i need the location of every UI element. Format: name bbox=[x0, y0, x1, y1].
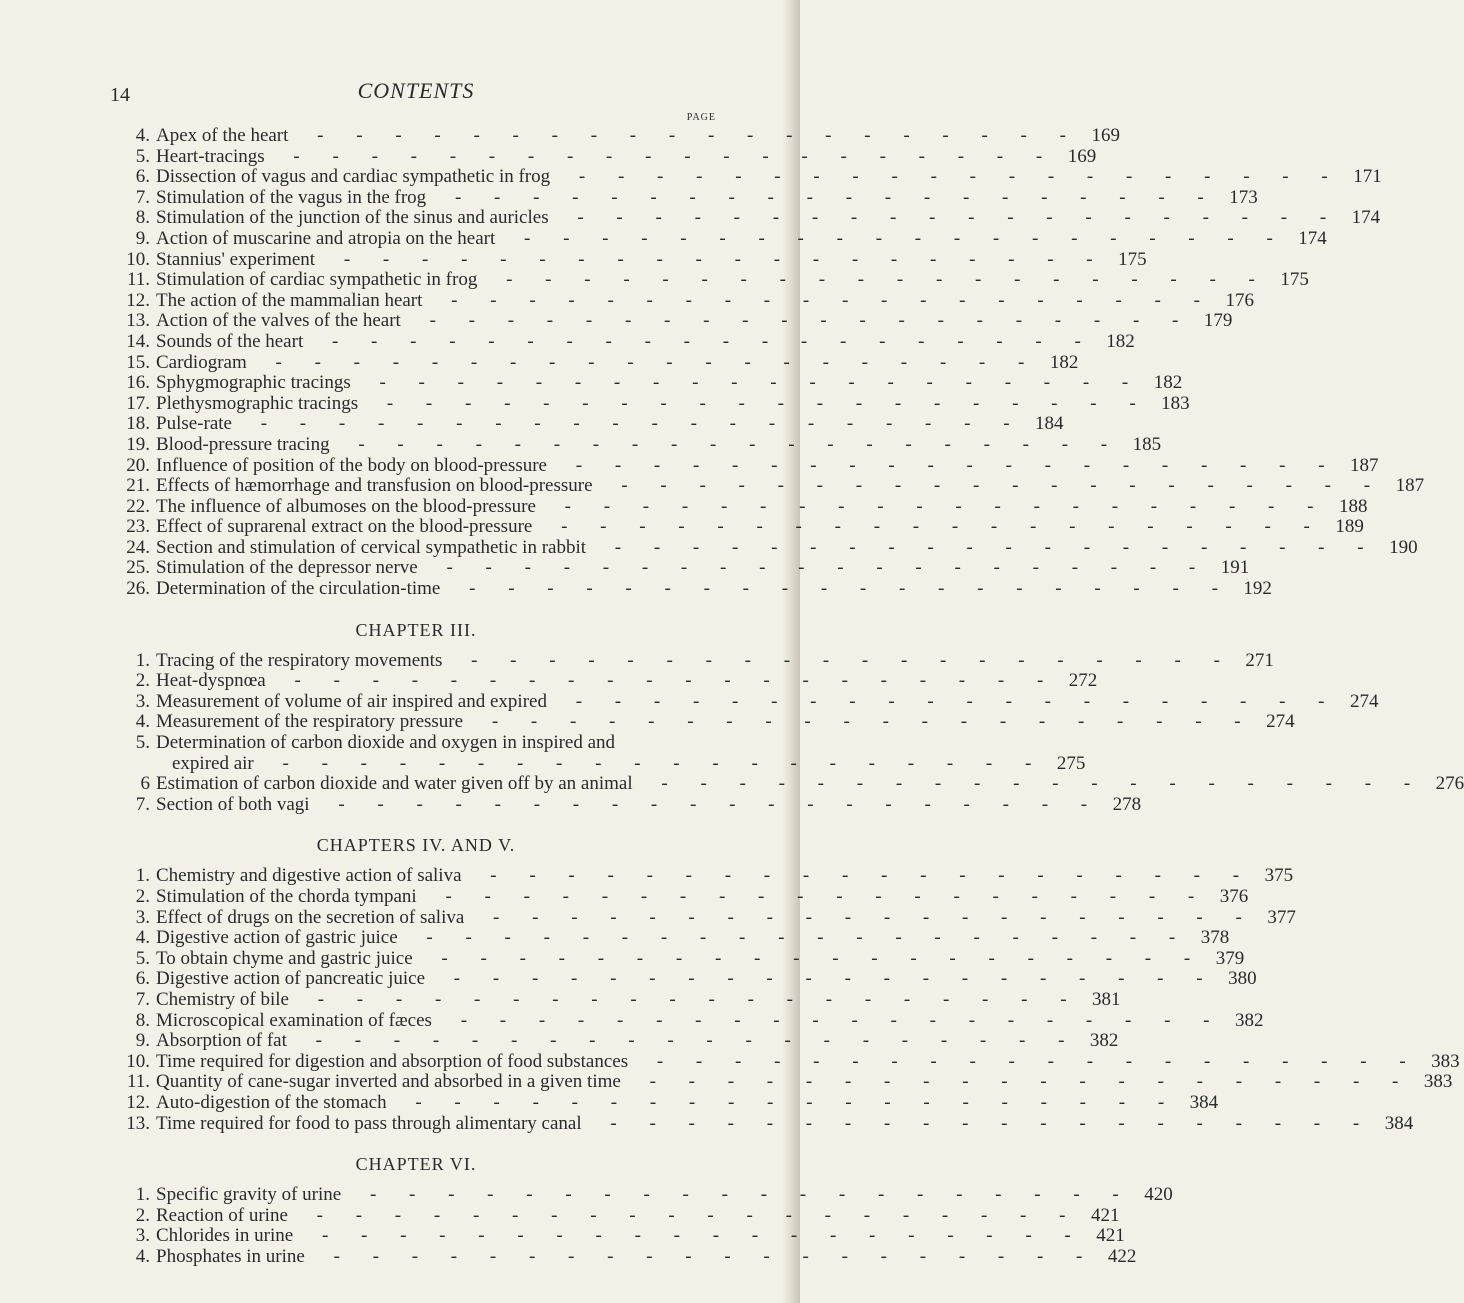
entry-number: 1. bbox=[135, 649, 150, 671]
toc-entry[interactable] bbox=[116, 145, 1097, 168]
entry-title bbox=[156, 990, 1081, 1011]
dot-leader: - - - - - - - - - - - - - - - - - - - - bbox=[560, 166, 1342, 188]
page-header bbox=[110, 0, 716, 112]
entry-title-text: Section of both vagi bbox=[156, 793, 310, 815]
dot-leader: - - - - - - - - - - - - - - - - - - - - bbox=[638, 1050, 1420, 1072]
entry-title bbox=[156, 1247, 1096, 1268]
toc-entry[interactable] bbox=[116, 227, 1327, 250]
entry-title bbox=[156, 497, 1327, 518]
page-column-label: PAGE bbox=[686, 112, 716, 123]
toc-entry[interactable] bbox=[116, 536, 1418, 559]
entry-title bbox=[156, 908, 1256, 929]
entry-title bbox=[156, 476, 1384, 497]
toc-entry[interactable] bbox=[116, 166, 1382, 188]
entry-title-text: Auto-digestion of the stomach bbox=[156, 1091, 387, 1113]
entry-title bbox=[156, 394, 1150, 415]
dot-leader: - - - - - - - - - - - - - - - - - - - - bbox=[435, 968, 1217, 990]
toc-entry[interactable] bbox=[116, 1030, 1119, 1052]
entry-number: 13. bbox=[126, 310, 150, 332]
toc-entry[interactable] bbox=[116, 793, 1142, 816]
entry-number: 2. bbox=[135, 886, 150, 907]
entry-page: 380 bbox=[1228, 968, 1257, 990]
toc-entry[interactable] bbox=[116, 516, 1364, 538]
entry-page: 384 bbox=[1189, 1091, 1219, 1113]
dot-leader: - - - - - - - - - - - - - - - - - - - - bbox=[298, 125, 1080, 146]
dot-leader: - - - - - - - - - - - - - - - - - - - - bbox=[436, 186, 1218, 208]
dot-leader: - - - - - - - - - - - - - - - - - - - - bbox=[556, 690, 1339, 712]
entry-title-text: Tracing of the respiratory movements bbox=[156, 649, 443, 671]
entry-number: 11. bbox=[126, 269, 150, 291]
dot-leader: - - - - - - - - - - - - - - - - - - - - bbox=[274, 145, 1057, 167]
entry-title-text: Estimation of carbon dioxide and water given off by an animal bbox=[156, 773, 633, 795]
entry-number: 5. bbox=[135, 145, 150, 167]
entry-number: 7. bbox=[135, 186, 150, 208]
toc-entry[interactable] bbox=[116, 495, 1368, 518]
entry-number: 7. bbox=[135, 793, 150, 815]
toc-entry[interactable] bbox=[116, 289, 1254, 312]
entry-number: 25. bbox=[126, 557, 150, 579]
entry-number: 7. bbox=[135, 988, 150, 1010]
entry-title-text: Heat-dyspnœa bbox=[156, 670, 266, 692]
entry-title-text: Heart-tracings bbox=[156, 145, 265, 167]
toc-entry[interactable] bbox=[116, 557, 1250, 579]
entry-number: 2. bbox=[135, 1204, 150, 1226]
entry-title bbox=[156, 456, 1339, 477]
toc-entry[interactable] bbox=[116, 649, 1274, 672]
entry-number: 15. bbox=[126, 351, 150, 373]
entry-title-text: To obtain chyme and gastric juice bbox=[156, 947, 413, 969]
entry-title bbox=[156, 229, 1287, 250]
entry-title-text: Effect of drugs on the secretion of saliva bbox=[156, 906, 465, 928]
toc-entry[interactable] bbox=[116, 392, 1190, 415]
entry-page: 274 bbox=[1350, 690, 1379, 712]
entry-title bbox=[156, 969, 1217, 990]
entry-title bbox=[156, 1031, 1078, 1052]
entry-title-text: Plethysmographic tracings bbox=[156, 392, 359, 414]
entry-number: 3. bbox=[135, 1225, 150, 1247]
toc-entry[interactable] bbox=[116, 927, 1230, 949]
entry-title-text: expired air bbox=[172, 752, 254, 774]
entry-title-text: Absorption of fat bbox=[156, 1030, 287, 1052]
toc-entry[interactable] bbox=[116, 988, 1121, 1011]
entry-title-text: Specific gravity of urine bbox=[156, 1184, 342, 1206]
entry-title bbox=[156, 291, 1214, 312]
contents-page bbox=[110, 0, 1464, 1268]
entry-page: 377 bbox=[1267, 906, 1296, 928]
toc-entry[interactable] bbox=[116, 733, 716, 754]
dot-leader: - - - - - - - - - - - - - - - - - - - - bbox=[427, 557, 1210, 579]
entry-page: 182 bbox=[1106, 330, 1135, 352]
entry-number: 9. bbox=[135, 1030, 150, 1052]
entry-title bbox=[156, 651, 1234, 672]
entry-number: 12. bbox=[126, 289, 150, 311]
entry-page: 173 bbox=[1229, 186, 1258, 208]
running-head: CONTENTS bbox=[357, 78, 475, 103]
toc-entry[interactable] bbox=[116, 330, 1135, 353]
dot-leader: - - - - - - - - - - - - - - - - - - - - bbox=[426, 886, 1209, 907]
entry-title bbox=[156, 332, 1095, 353]
entry-page: 190 bbox=[1389, 536, 1418, 558]
toc-entry[interactable] bbox=[116, 372, 1183, 394]
entry-page: 184 bbox=[1035, 413, 1064, 435]
entry-title bbox=[156, 949, 1204, 970]
dot-leader: - - - - - - - - - - - - - - - - - - - - bbox=[241, 413, 1024, 435]
dot-leader: - - - - - - - - - - - - - - - - - - - - bbox=[297, 1204, 1080, 1226]
entry-page: 189 bbox=[1335, 516, 1364, 538]
toc-entry[interactable] bbox=[116, 690, 1379, 713]
entry-title bbox=[156, 311, 1192, 332]
entry-title-text: Determination of the circulation-time bbox=[156, 578, 441, 600]
entry-number: 6. bbox=[135, 166, 150, 188]
dot-leader: - - - - - - - - - - - - - - - - - - - - bbox=[314, 1245, 1097, 1267]
entry-page: 187 bbox=[1350, 454, 1379, 476]
dot-leader: - - - - - - - - - - - - - - - - - - - - bbox=[325, 248, 1107, 270]
entry-title bbox=[156, 208, 1340, 229]
entry-title-text: Time required for food to pass through alimentary canal bbox=[156, 1112, 582, 1134]
entry-title bbox=[156, 353, 1038, 374]
entry-number: 22. bbox=[126, 495, 150, 517]
dot-leader: - - - - - - - - - - - - - - - - - - - - bbox=[452, 649, 1234, 671]
toc-entry[interactable] bbox=[116, 269, 1309, 291]
entry-page: 376 bbox=[1219, 886, 1249, 907]
entry-number: 26. bbox=[126, 578, 150, 600]
entry-page: 382 bbox=[1089, 1030, 1119, 1052]
toc-entry[interactable] bbox=[116, 1071, 1453, 1093]
entry-page: 276 bbox=[1435, 773, 1464, 795]
toc-entry[interactable] bbox=[116, 1225, 1125, 1247]
entry-page: 191 bbox=[1220, 557, 1250, 579]
entry-page: 382 bbox=[1234, 1009, 1264, 1031]
entry-title-text: Stimulation of the depressor nerve bbox=[156, 557, 418, 579]
toc-entry[interactable] bbox=[116, 773, 1464, 795]
entry-number: 8. bbox=[135, 207, 150, 229]
entry-number: 3. bbox=[135, 690, 150, 712]
entry-page: 379 bbox=[1215, 947, 1245, 969]
entry-title-text: Measurement of volume of air inspired and expired bbox=[156, 690, 547, 712]
entry-number: 3. bbox=[135, 906, 150, 928]
entry-title bbox=[156, 1226, 1085, 1247]
entry-title-text: Reaction of urine bbox=[156, 1204, 288, 1226]
dot-leader: - - - - - - - - - - - - - - - - - - - - bbox=[642, 773, 1425, 795]
entry-page: 176 bbox=[1225, 289, 1254, 311]
dot-leader: - - - - - - - - - - - - - - - - - - - - bbox=[473, 711, 1255, 733]
entry-title bbox=[156, 774, 1424, 795]
entry-page: 171 bbox=[1353, 166, 1382, 188]
entry-number: 5. bbox=[135, 947, 150, 969]
dot-leader: - - - - - - - - - - - - - - - - - - - - bbox=[487, 269, 1269, 291]
entry-page: 421 bbox=[1090, 1204, 1120, 1226]
toc-entry[interactable] bbox=[116, 475, 1425, 497]
entry-page: 420 bbox=[1144, 1184, 1173, 1206]
entry-title-text: Influence of position of the body on blood-pressure bbox=[156, 454, 547, 476]
entry-page: 175 bbox=[1280, 269, 1309, 291]
entry-title bbox=[156, 712, 1255, 733]
toc-entry[interactable] bbox=[116, 670, 1098, 692]
entry-title bbox=[156, 373, 1142, 394]
entry-page: 188 bbox=[1338, 495, 1368, 517]
entry-page: 175 bbox=[1118, 248, 1147, 270]
dot-leader: - - - - - - - - - - - - - - - - - - - - bbox=[441, 1009, 1224, 1031]
entry-number: 10. bbox=[126, 248, 150, 270]
entry-number: 4. bbox=[135, 1245, 150, 1267]
dot-leader: - - - - - - - - - - - - - - - - - - - - bbox=[596, 536, 1378, 558]
toc-entry[interactable] bbox=[116, 1112, 1414, 1135]
entry-number: 2. bbox=[135, 670, 150, 692]
entry-title bbox=[156, 795, 1101, 816]
entry-page: 179 bbox=[1203, 310, 1233, 332]
toc-entry[interactable] bbox=[116, 310, 1233, 332]
toc-entry[interactable] bbox=[116, 413, 1064, 435]
entry-title-text: Digestive action of gastric juice bbox=[156, 927, 398, 949]
entry-number: 8. bbox=[135, 1009, 150, 1031]
entry-number: 19. bbox=[126, 433, 150, 455]
toc-entry[interactable] bbox=[116, 1245, 1137, 1268]
toc-entry[interactable] bbox=[116, 865, 1294, 887]
toc-entry[interactable] bbox=[116, 125, 1120, 147]
toc-entry[interactable] bbox=[116, 578, 1272, 600]
entry-title-text: Effects of hæmorrhage and transfusion on blood-pressure bbox=[156, 475, 593, 497]
entry-title bbox=[156, 558, 1209, 579]
dot-leader: - - - - - - - - - - - - - - - - - - - - bbox=[396, 1091, 1179, 1113]
entry-title-text: Chemistry of bile bbox=[156, 988, 289, 1010]
entry-page: 421 bbox=[1096, 1225, 1125, 1247]
entry-title-text: Sphygmographic tracings bbox=[156, 372, 351, 394]
entry-page: 272 bbox=[1068, 670, 1098, 692]
entry-page: 383 bbox=[1423, 1071, 1453, 1093]
entry-title bbox=[156, 1093, 1178, 1114]
entry-number: 12. bbox=[126, 1091, 150, 1113]
entry-number: 4. bbox=[135, 711, 150, 733]
toc-entry[interactable] bbox=[116, 207, 1381, 229]
dot-leader: - - - - - - - - - - - - - - - - - - - - bbox=[263, 752, 1046, 774]
entry-number: 24. bbox=[126, 536, 150, 558]
entry-number: 16. bbox=[126, 372, 150, 394]
entry-title bbox=[156, 733, 676, 754]
dot-leader: - - - - - - - - - - - - - - - - - - - - bbox=[275, 670, 1058, 692]
toc-entry[interactable] bbox=[116, 968, 1257, 990]
entry-title-text: Blood-pressure tracing bbox=[156, 433, 330, 455]
entry-page: 274 bbox=[1266, 711, 1295, 733]
entry-title-text: Stimulation of the vagus in the frog bbox=[156, 186, 427, 208]
entry-title-text: Chemistry and digestive action of saliva bbox=[156, 865, 462, 887]
entry-title bbox=[156, 928, 1189, 949]
entry-number: 1. bbox=[135, 865, 150, 887]
entry-page: 271 bbox=[1245, 649, 1274, 671]
entry-title-text: Measurement of the respiratory pressure bbox=[156, 711, 464, 733]
entry-page: 185 bbox=[1132, 433, 1162, 455]
toc-entry[interactable] bbox=[116, 711, 1295, 733]
entry-title-text: Effect of suprarenal extract on the blood-pressure bbox=[156, 516, 533, 538]
toc-entry[interactable] bbox=[116, 947, 1245, 970]
entry-title bbox=[156, 887, 1208, 908]
entry-title-text: Digestive action of pancreatic juice bbox=[156, 968, 426, 990]
entry-title-text: Cardiogram bbox=[156, 351, 247, 373]
entry-title bbox=[156, 270, 1269, 291]
entry-title bbox=[156, 538, 1378, 559]
entry-title-text: The influence of albumoses on the blood-pressure bbox=[156, 495, 536, 517]
entry-title-text: Apex of the heart bbox=[156, 125, 289, 146]
dot-leader: - - - - - - - - - - - - - - - - - - - - bbox=[471, 865, 1254, 887]
entry-number: 13. bbox=[126, 1112, 150, 1134]
dot-leader: - - - - - - - - - - - - - - - - - - - - bbox=[296, 1030, 1079, 1052]
page-number: 14 bbox=[110, 84, 130, 106]
entry-number: 14. bbox=[126, 330, 150, 352]
dot-leader: - - - - - - - - - - - - - - - - - - - - bbox=[432, 289, 1214, 311]
entry-page: 378 bbox=[1200, 927, 1230, 949]
entry-number: 6. bbox=[135, 968, 150, 990]
entry-title-text: Action of the valves of the heart bbox=[156, 310, 401, 332]
dot-leader: - - - - - - - - - - - - - - - - - - - - bbox=[339, 433, 1122, 455]
entry-title-text: Section and stimulation of cervical sympathetic in rabbit bbox=[156, 536, 587, 558]
chapter-heading: CHAPTERS IV. AND V. bbox=[316, 835, 516, 856]
entry-title bbox=[156, 188, 1218, 209]
entry-title-text: Chlorides in urine bbox=[156, 1225, 294, 1247]
entry-number: 11. bbox=[126, 1071, 150, 1093]
entry-title-text: Stannius' experiment bbox=[156, 248, 316, 270]
entry-page: 174 bbox=[1298, 227, 1327, 249]
toc-entry[interactable] bbox=[116, 248, 1147, 271]
entry-title bbox=[156, 250, 1107, 271]
entry-number: 17. bbox=[126, 392, 150, 414]
dot-leader: - - - - - - - - - - - - - - - - - - - - bbox=[360, 372, 1143, 394]
dot-leader: - - - - - - - - - - - - - - - - - - - - bbox=[545, 495, 1328, 517]
entry-number: 18. bbox=[126, 413, 150, 435]
dot-leader: - - - - - - - - - - - - - - - - - - - - bbox=[474, 906, 1256, 928]
entry-page: 383 bbox=[1431, 1050, 1460, 1072]
entry-page: 275 bbox=[1056, 752, 1086, 774]
entry-number: 4. bbox=[135, 125, 150, 146]
entry-title bbox=[156, 147, 1056, 168]
entry-title-text: The action of the mammalian heart bbox=[156, 289, 423, 311]
dot-leader: - - - - - - - - - - - - - - - - - - - - bbox=[602, 475, 1385, 497]
entry-page: 182 bbox=[1049, 351, 1079, 373]
entry-title-text: Determination of carbon dioxide and oxygen in inspired and bbox=[156, 732, 616, 754]
entry-title bbox=[156, 167, 1342, 188]
toc-entry[interactable] bbox=[116, 1204, 1120, 1227]
entry-number: 20. bbox=[126, 454, 150, 476]
dot-leader: - - - - - - - - - - - - - - - - - - - - bbox=[542, 516, 1324, 538]
entry-title bbox=[156, 435, 1121, 456]
toc-entry[interactable] bbox=[116, 752, 1086, 775]
entry-title-text: Stimulation of the chorda tympani bbox=[156, 886, 417, 907]
dot-leader: - - - - - - - - - - - - - - - - - - - - bbox=[410, 310, 1193, 332]
toc-entry[interactable] bbox=[116, 1050, 1460, 1073]
toc-entry[interactable] bbox=[116, 454, 1379, 477]
entry-title bbox=[156, 517, 1324, 538]
entry-title bbox=[156, 866, 1253, 887]
entry-title-text: Action of muscarine and atropia on the heart bbox=[156, 227, 496, 249]
entry-title bbox=[156, 692, 1339, 713]
entry-number: 9. bbox=[135, 227, 150, 249]
dot-leader: - - - - - - - - - - - - - - - - - - - - bbox=[256, 351, 1039, 373]
dot-leader: - - - - - - - - - - - - - - - - - - - - bbox=[368, 392, 1150, 414]
toc-entry[interactable] bbox=[116, 906, 1296, 929]
dot-leader: - - - - - - - - - - - - - - - - - - - - bbox=[407, 927, 1190, 949]
entry-number: 10. bbox=[126, 1050, 150, 1072]
entry-title bbox=[156, 754, 1045, 775]
entry-number: 4. bbox=[135, 927, 150, 949]
entry-title bbox=[156, 579, 1232, 600]
dot-leader: - - - - - - - - - - - - - - - - - - - - bbox=[557, 454, 1339, 476]
entry-page: 183 bbox=[1161, 392, 1190, 414]
dot-leader: - - - - - - - - - - - - - - - - - - - - bbox=[351, 1184, 1133, 1206]
toc-entry[interactable] bbox=[116, 433, 1162, 456]
entry-page: 187 bbox=[1395, 475, 1425, 497]
entry-page: 375 bbox=[1264, 865, 1294, 887]
toc-entry[interactable] bbox=[116, 1009, 1264, 1032]
entry-title-text: Dissection of vagus and cardiac sympathetic in frog bbox=[156, 166, 551, 188]
toc-list bbox=[116, 125, 1464, 1268]
entry-title-text: Microscopical examination of fæces bbox=[156, 1009, 432, 1031]
entry-title bbox=[156, 671, 1057, 692]
entry-page: 182 bbox=[1153, 372, 1183, 394]
entry-page: 384 bbox=[1384, 1112, 1414, 1134]
entry-page: 422 bbox=[1107, 1245, 1137, 1267]
entry-page: 174 bbox=[1351, 207, 1381, 229]
entry-page: 169 bbox=[1091, 125, 1120, 146]
entry-title-text: Stimulation of cardiac sympathetic in frog bbox=[156, 269, 478, 291]
entry-title bbox=[156, 1072, 1412, 1093]
entry-title-text: Sounds of the heart bbox=[156, 330, 304, 352]
dot-leader: - - - - - - - - - - - - - - - - - - - - bbox=[313, 330, 1095, 352]
dot-leader: - - - - - - - - - - - - - - - - - - - - bbox=[630, 1071, 1413, 1093]
entry-title bbox=[156, 414, 1024, 435]
dot-leader: - - - - - - - - - - - - - - - - - - - - bbox=[591, 1112, 1374, 1134]
chapter-heading: CHAPTER VI. bbox=[355, 1154, 477, 1175]
entry-page: 169 bbox=[1067, 145, 1097, 167]
toc-entry[interactable] bbox=[116, 351, 1079, 374]
entry-page: 381 bbox=[1092, 988, 1121, 1010]
entry-title-text: Quantity of cane-sugar inverted and absorbed in a given time bbox=[156, 1071, 621, 1093]
dot-leader: - - - - - - - - - - - - - - - - - - - - bbox=[422, 947, 1205, 969]
entry-page: 192 bbox=[1243, 578, 1272, 600]
entry-title bbox=[156, 1052, 1420, 1073]
entry-number: 23. bbox=[126, 516, 150, 538]
entry-title bbox=[156, 126, 1080, 147]
entry-title bbox=[156, 1185, 1133, 1206]
entry-title bbox=[156, 1114, 1373, 1135]
entry-number: 6 bbox=[140, 773, 150, 795]
dot-leader: - - - - - - - - - - - - - - - - - - - - bbox=[450, 578, 1232, 600]
entry-number: 5. bbox=[135, 732, 150, 754]
entry-page: 278 bbox=[1112, 793, 1142, 815]
entry-title-text: Pulse-rate bbox=[156, 413, 232, 435]
entry-number: 1. bbox=[135, 1184, 150, 1206]
entry-title bbox=[156, 1206, 1079, 1227]
entry-title-text: Phosphates in urine bbox=[156, 1245, 305, 1267]
dot-leader: - - - - - - - - - - - - - - - - - - - - bbox=[558, 207, 1341, 229]
entry-title bbox=[156, 1011, 1223, 1032]
dot-leader: - - - - - - - - - - - - - - - - - - - - bbox=[319, 793, 1102, 815]
dot-leader: - - - - - - - - - - - - - - - - - - - - bbox=[298, 988, 1081, 1010]
dot-leader: - - - - - - - - - - - - - - - - - - - - bbox=[303, 1225, 1085, 1247]
entry-title-text: Time required for digestion and absorption of food substances bbox=[156, 1050, 629, 1072]
entry-title-text: Stimulation of the junction of the sinus and auricles bbox=[156, 207, 549, 229]
entry-number: 21. bbox=[126, 475, 150, 497]
toc-entry[interactable] bbox=[116, 186, 1258, 209]
dot-leader: - - - - - - - - - - - - - - - - - - - - bbox=[505, 227, 1287, 249]
toc-entry[interactable] bbox=[116, 1184, 1173, 1206]
toc-entry[interactable] bbox=[116, 1091, 1219, 1114]
toc-entry[interactable] bbox=[116, 886, 1249, 908]
chapter-heading: CHAPTER III. bbox=[355, 619, 477, 640]
